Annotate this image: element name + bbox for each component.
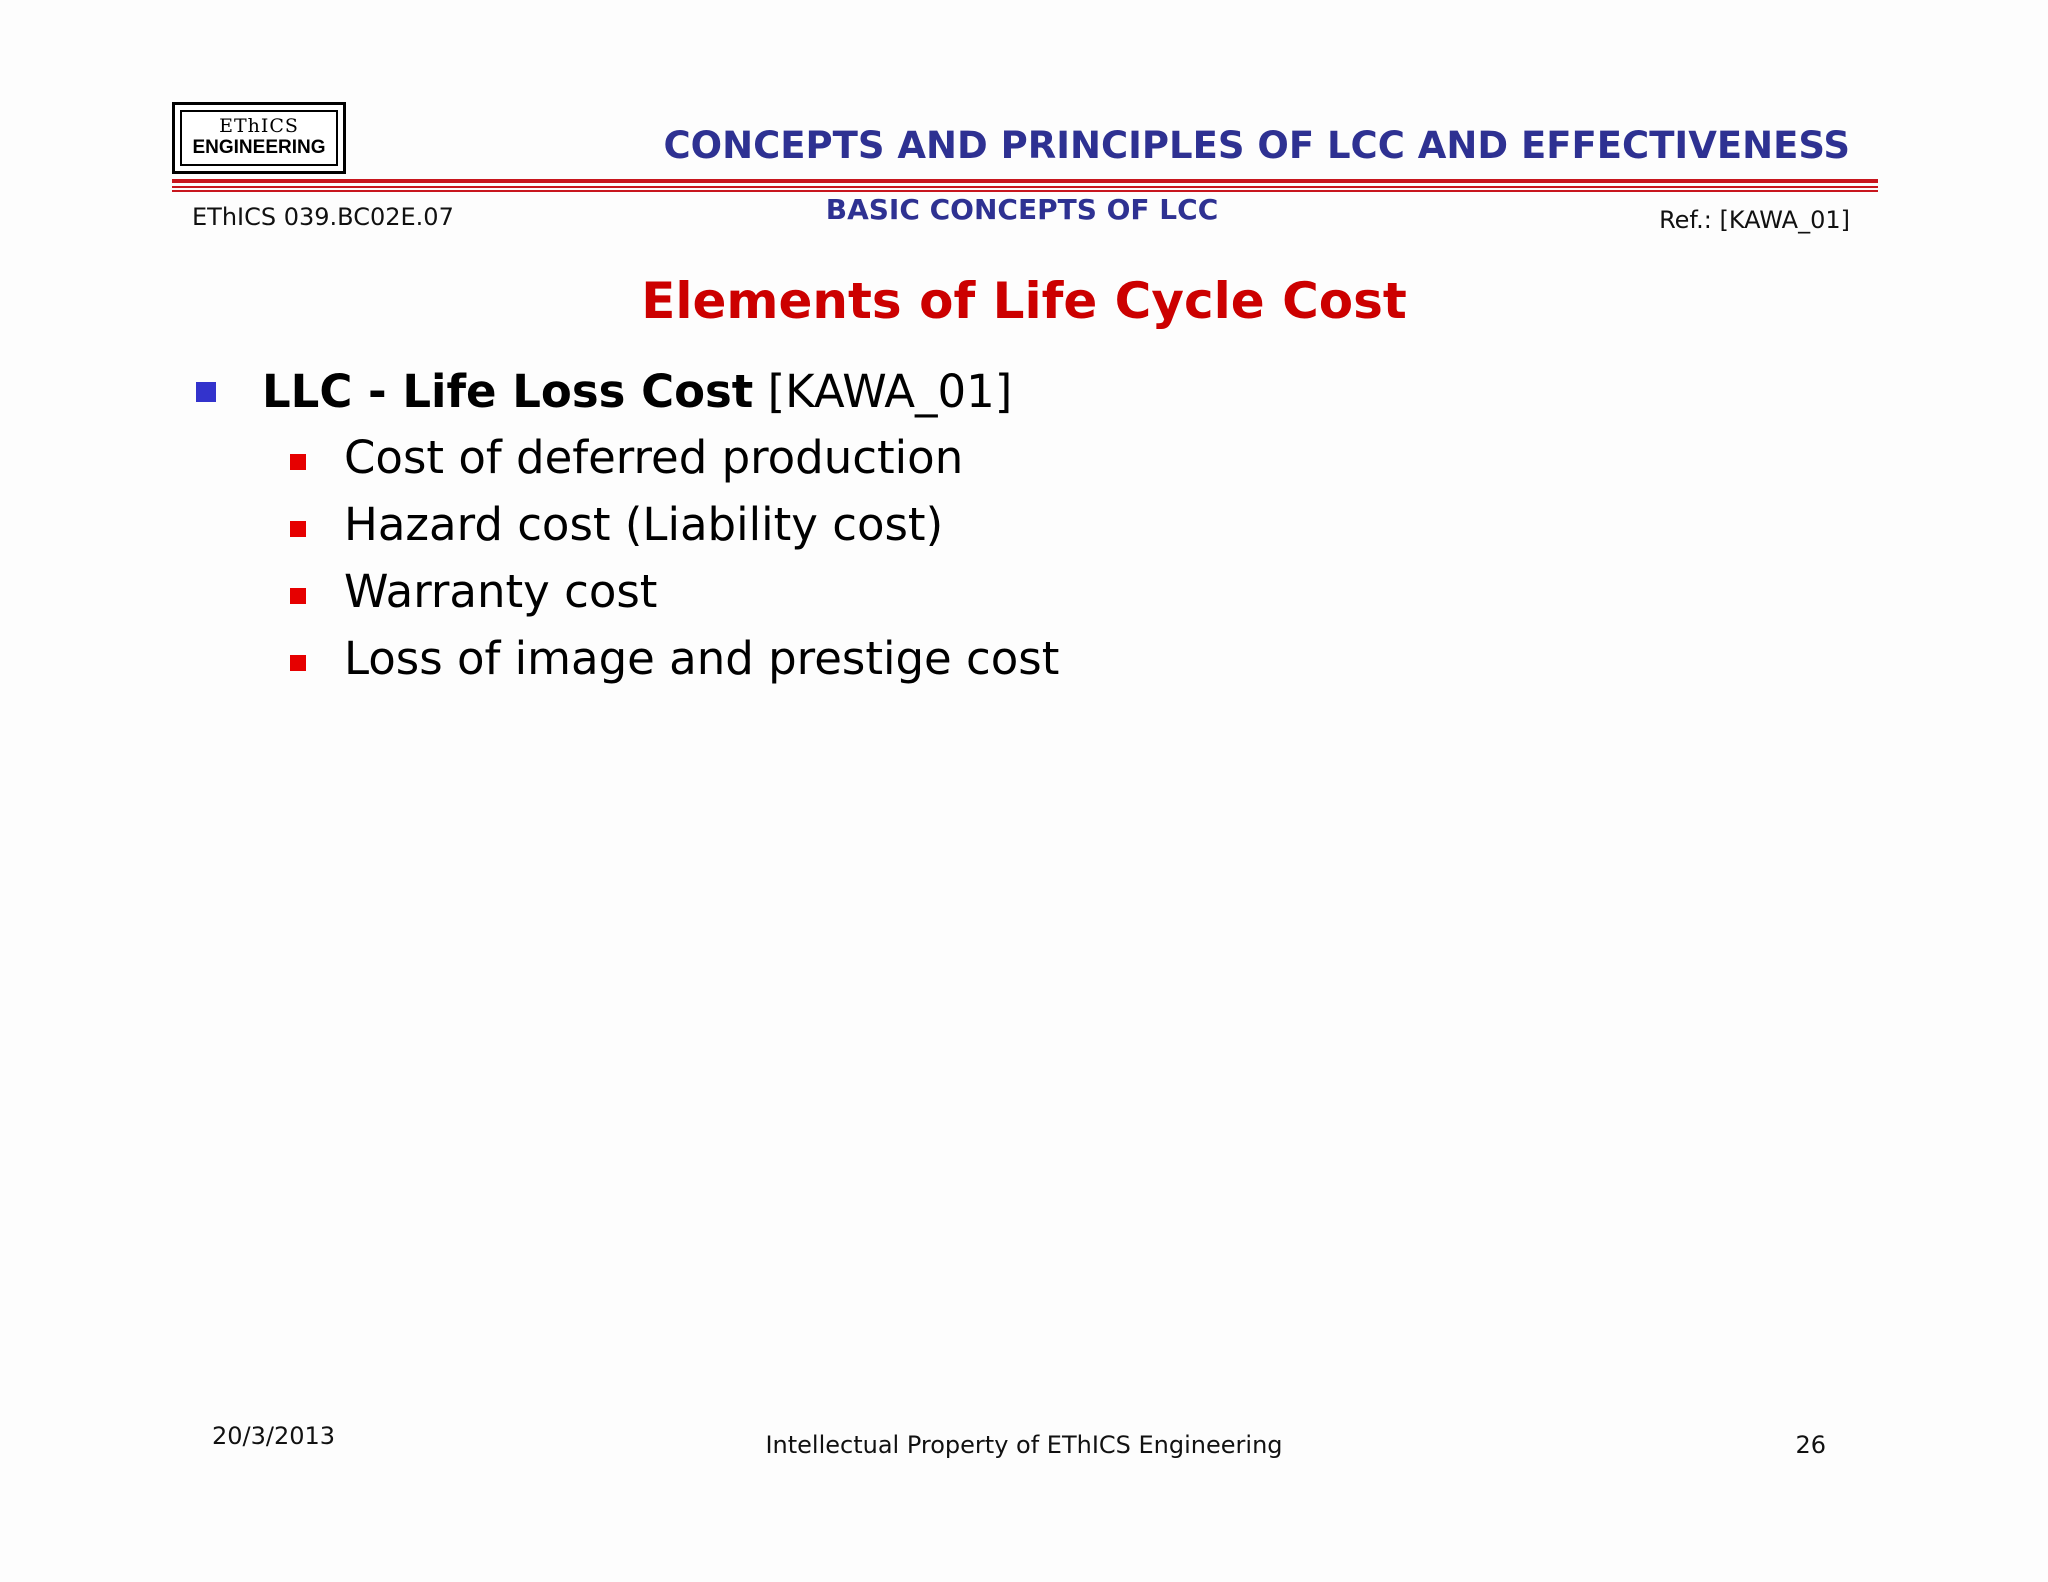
slide-title: Elements of Life Cycle Cost (641, 272, 1407, 330)
header-rule-top (172, 179, 1878, 183)
footer-date: 20/3/2013 (212, 1422, 336, 1450)
page-number: 26 (1795, 1431, 1826, 1459)
logo-frame (180, 110, 338, 166)
footer-copyright: Intellectual Property of EThICS Engineering (765, 1431, 1283, 1459)
header-subtitle-text: BASIC CONCEPTS OF LCC (825, 193, 1219, 226)
header-main-title: CONCEPTS AND PRINCIPLES OF LCC AND EFFECTIVENESS (663, 124, 1850, 167)
header-rule-middle (172, 186, 1878, 188)
header-reference: Ref.: [KAWA_01] (1659, 206, 1850, 234)
sub-bullet-item: Warranty cost (344, 565, 658, 618)
sub-bullet-square-icon (290, 521, 306, 537)
bullet-item-llc (262, 362, 1012, 422)
bullet-ref-text: [KAWA_01] (753, 365, 1013, 418)
header-rule-bottom (172, 190, 1878, 192)
sub-bullet-item: Cost of deferred production (344, 431, 964, 484)
sub-bullet-item: Hazard cost (Liability cost) (344, 498, 944, 551)
sub-bullet-square-icon (290, 588, 306, 604)
logo-line-2: ENGINEERING (192, 137, 326, 158)
document-code: EThICS 039.BC02E.07 (192, 203, 454, 231)
sub-bullet-item: Loss of image and prestige cost (344, 632, 1060, 685)
bullet-bold-text: LLC - Life Loss Cost (262, 365, 754, 418)
bullet-square-icon (196, 382, 216, 402)
sub-bullet-square-icon (290, 454, 306, 470)
sub-bullet-square-icon (290, 655, 306, 671)
company-logo (172, 102, 346, 174)
logo-line-1: EThICS (219, 115, 299, 137)
